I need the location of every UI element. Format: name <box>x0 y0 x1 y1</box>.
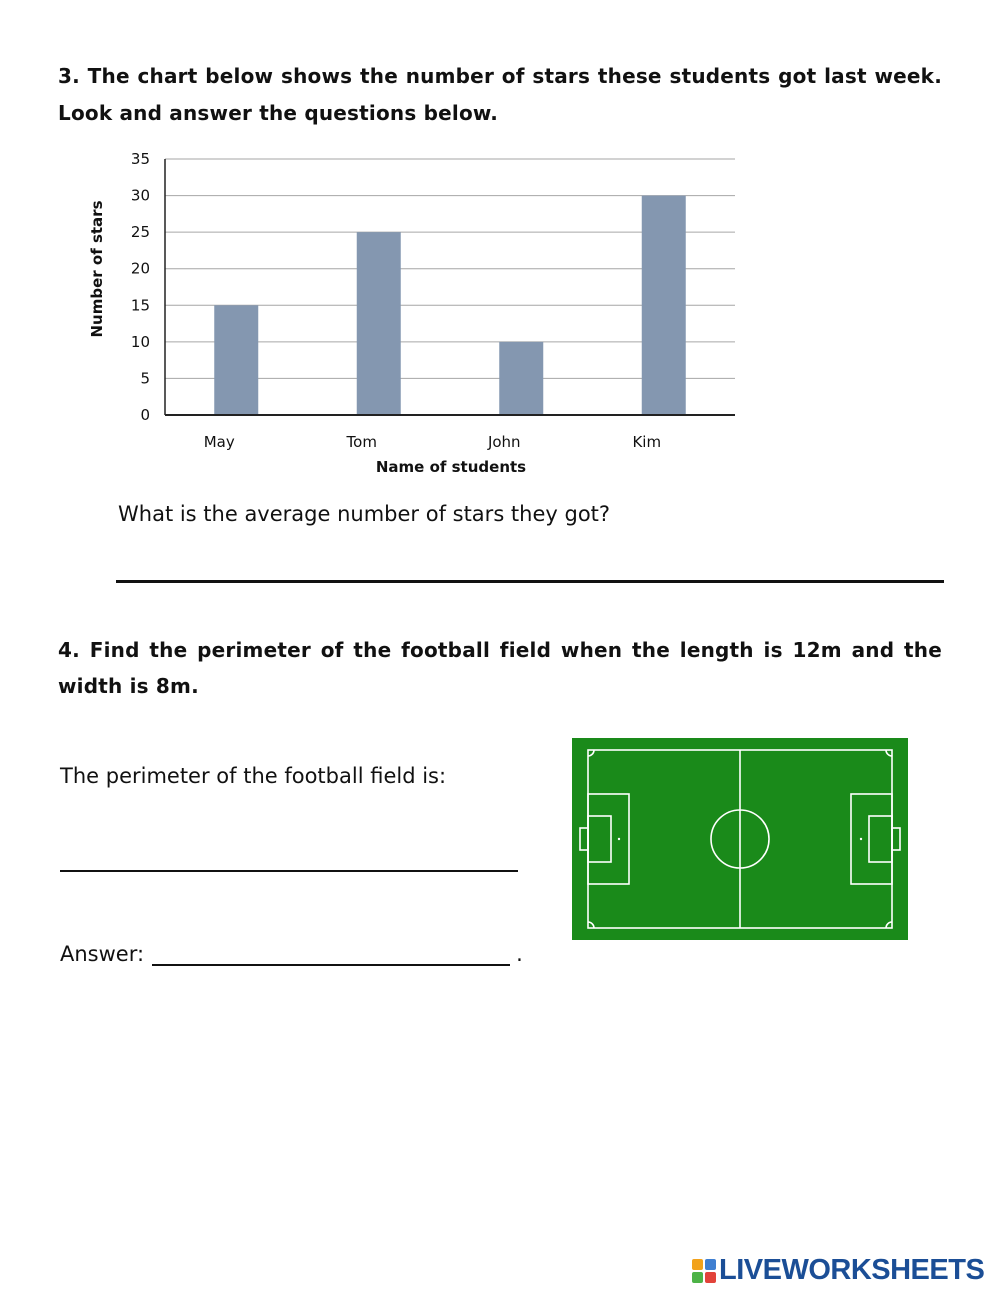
y-axis-ticks <box>131 150 150 424</box>
perimeter-answer-line[interactable] <box>60 870 518 872</box>
answer-blank-line[interactable] <box>152 942 510 966</box>
y-tick-label: 5 <box>140 369 150 388</box>
question-3-text: 3. The chart below shows the number of stars these students got last week. Look and answer the questions below. <box>58 64 942 125</box>
y-tick-label: 35 <box>130 150 150 168</box>
liveworksheets-logo <box>692 1254 984 1287</box>
bar-may <box>214 305 258 415</box>
x-axis-label: Name of students <box>375 458 527 476</box>
x-tick-label: John <box>487 433 521 451</box>
bar-john <box>499 342 543 415</box>
x-axis-ticks <box>204 433 661 451</box>
y-axis-label: Number of stars <box>88 200 106 338</box>
answer-row <box>60 942 523 966</box>
football-field-image <box>572 738 908 940</box>
question-3-prompt: What is the average number of stars they got? <box>118 502 611 526</box>
question-4-text: 4. Find the perimeter of the football field when the length is 12m and the width is 8m. <box>58 638 942 698</box>
y-tick-label: 15 <box>130 296 150 315</box>
answer-suffix: . <box>516 942 523 966</box>
answer-label: Answer: <box>60 942 145 966</box>
logo-text: LIVEWORKSHEETS <box>719 1254 985 1286</box>
y-tick-label: 30 <box>130 186 150 205</box>
y-tick-label: 20 <box>130 259 150 278</box>
question-3-answer-line[interactable] <box>116 580 944 583</box>
y-tick-label: 0 <box>140 406 150 424</box>
y-tick-label: 25 <box>130 223 150 242</box>
bar-kim <box>642 196 686 415</box>
perimeter-label: The perimeter of the football field is: <box>60 764 447 788</box>
logo-blocks-icon <box>692 1259 716 1283</box>
y-tick-label: 10 <box>130 332 150 351</box>
x-tick-label: May <box>203 433 235 451</box>
stars-bar-chart <box>80 145 760 485</box>
bar-tom <box>357 232 401 415</box>
x-tick-label: Tom <box>346 433 377 451</box>
x-tick-label: Kim <box>632 433 662 451</box>
